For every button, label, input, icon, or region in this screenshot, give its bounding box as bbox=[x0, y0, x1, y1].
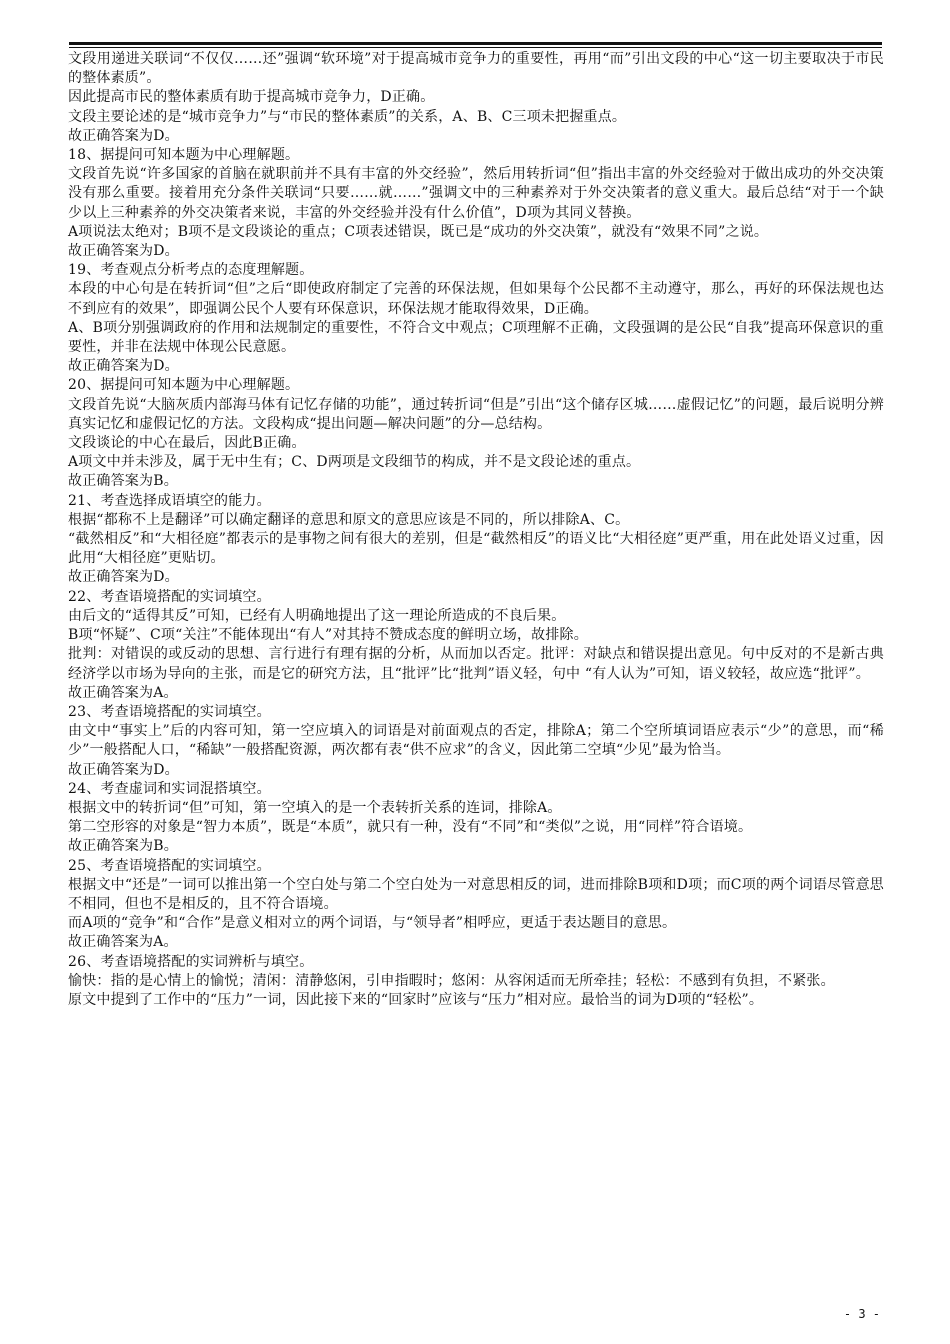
paragraph: B项“怀疑”、C项“关注”不能体现出“有人”对其持不赞成态度的鲜明立场，故排除。 bbox=[68, 627, 588, 644]
paragraph: 文段首先说“许多国家的首脑在就职前并不具有丰富的外交经验”，然后用转折词“但”指出丰富的外交经验对于做出成功的外交决策没有那么重要。接着用充分条件关联词“只要……就……”强调文中的三种素养对于外交决策者的意义重大。最后总结“对于一个缺少以上三种素养的外交决策者来说，丰富的外交经验并没有什么价值”，D项为其同义替换。 bbox=[68, 166, 884, 221]
question-heading: 25、考查语境搭配的实词填空。 bbox=[68, 857, 271, 874]
question-heading: 23、考查语境搭配的实词填空。 bbox=[68, 703, 271, 720]
paragraph: A项说法太绝对；B项不是文段谈论的重点；C项表述错误，既已是“成功的外交决策”，就没有“效果不同”之说。 bbox=[68, 223, 769, 240]
answer-line: 故正确答案为B。 bbox=[68, 473, 178, 490]
paragraph: 文段主要论述的是“城市竞争力”与“市民的整体素质”的关系，A、B、C三项未把握重点。 bbox=[68, 108, 627, 125]
question-heading: 18、据提问可知本题为中心理解题。 bbox=[68, 147, 300, 164]
paragraph: “截然相反”和“大相径庭”都表示的是事物之间有很大的差别，但是“截然相反”的语义比“大相径庭”更严重，用在此处语义过重，因此用“大相径庭”更贴切。 bbox=[68, 531, 884, 567]
answer-line: 故正确答案为A。 bbox=[68, 934, 178, 951]
paragraph: 第二空形容的对象是“智力本质”，既是“本质”，就只有一种，没有“不同”和“类似”之说，用“同样”符合语境。 bbox=[68, 819, 753, 836]
paragraph: 由文中“事实上”后的内容可知，第一空应填入的词语是对前面观点的否定，排除A；第二个空所填词语应表示“少”的意思，而“稀少”一般搭配人口，“稀缺”一般搭配资源，两次都有表“供不应求”的含义，因此第二空填“少见”最为恰当。 bbox=[68, 723, 884, 759]
question-heading: 26、考查语境搭配的实词辨析与填空。 bbox=[68, 953, 314, 970]
answer-explanations bbox=[68, 50, 884, 1010]
answer-line: 故正确答案为D。 bbox=[68, 358, 179, 375]
question-heading: 22、考查语境搭配的实词填空。 bbox=[68, 588, 271, 605]
paragraph: 愉快：指的是心情上的愉悦；清闲：清静悠闲，引申指暇时；悠闲：从容闲适而无所牵挂；轻松：不感到有负担，不紧张。 bbox=[68, 972, 835, 989]
answer-line: 故正确答案为B。 bbox=[68, 838, 178, 855]
question-heading: 21、考查选择成语填空的能力。 bbox=[68, 492, 271, 509]
paragraph: A项文中并未涉及，属于无中生有；C、D两项是文段细节的构成，并不是文段论述的重点。 bbox=[68, 454, 641, 471]
answer-line: 故正确答案为A。 bbox=[68, 684, 178, 701]
paragraph: 由后文的“适得其反”可知，已经有人明确地提出了这一理论所造成的不良后果。 bbox=[68, 607, 566, 624]
header-rule-thick bbox=[69, 42, 882, 45]
paragraph: 根据文中“还是”一词可以推出第一个空白处与第二个空白处为一对意思相反的词，进而排除B项和D项；而C项的两个词语尽管意思不相同，但也不是相反的，且不符合语境。 bbox=[68, 876, 884, 912]
page-number: - 3 - bbox=[843, 1307, 880, 1321]
question-heading: 24、考查虚词和实词混搭填空。 bbox=[68, 780, 271, 797]
paragraph: A、B项分别强调政府的作用和法规制定的重要性，不符合文中观点；C项理解不正确，文段强调的是公民“自我”提高环保意识的重要性，并非在法规中体现公民意愿。 bbox=[68, 319, 884, 356]
paragraph: 文段谈论的中心在最后，因此B正确。 bbox=[68, 435, 306, 452]
answer-line: 故正确答案为D。 bbox=[68, 127, 179, 144]
paragraph: 文段用递进关联词“不仅仅……还”强调“软环境”对于提高城市竞争力的重要性，再用“而”引出文段的中心“这一切主要取决于市民的整体素质”。 bbox=[68, 51, 884, 87]
question-heading: 20、据提问可知本题为中心理解题。 bbox=[68, 377, 300, 394]
paragraph: 根据“都称不上是翻译”可以确定翻译的意思和原文的意思应该是不同的，所以排除A、C。 bbox=[68, 511, 630, 528]
paragraph: 文段首先说“大脑灰质内部海马体有记忆存储的功能”，通过转折词“但是”引出“这个储存区城……虚假记忆”的问题，最后说明分辨真实记忆和虚假记忆的方法。文段构成“提出问题—解决问题”的分—总结构。 bbox=[68, 396, 884, 432]
paragraph: 而A项的“竞争”和“合作”是意义相对立的两个词语，与“领导者”相呼应，更适于表达题目的意思。 bbox=[68, 915, 677, 932]
paragraph: 原文中提到了工作中的“压力”一词，因此接下来的“回家时”应该与“压力”相对应。最恰当的词为D项的“轻松”。 bbox=[68, 991, 764, 1008]
header-rule-thin bbox=[69, 47, 882, 48]
paragraph: 因此提高市民的整体素质有助于提高城市竞争力，D正确。 bbox=[68, 89, 435, 106]
answer-line: 故正确答案为D。 bbox=[68, 569, 179, 586]
paragraph: 批判：对错误的或反动的思想、言行进行有理有据的分析，从而加以否定。批评：对缺点和错误提出意见。句中反对的不是新古典经济学以市场为导向的主张，而是它的研究方法，且“批评”比“批判”语义轻，句中 “有人认为”可知，语义较轻，故应选“批评”。 bbox=[68, 646, 884, 682]
answer-line: 故正确答案为D。 bbox=[68, 243, 179, 260]
answer-line: 故正确答案为D。 bbox=[68, 761, 179, 778]
question-heading: 19、考查观点分析考点的态度理解题。 bbox=[68, 262, 314, 279]
paragraph: 根据文中的转折词“但”可知，第一空填入的是一个表转折关系的连词，排除A。 bbox=[68, 799, 562, 816]
paragraph: 本段的中心句是在转折词“但”之后“即使政府制定了完善的环保法规，但如果每个公民都不主动遵守，那么，再好的环保法规也达不到应有的效果”，即强调公民个人要有环保意识，环保法规才能取得效果，D正确。 bbox=[68, 281, 884, 317]
